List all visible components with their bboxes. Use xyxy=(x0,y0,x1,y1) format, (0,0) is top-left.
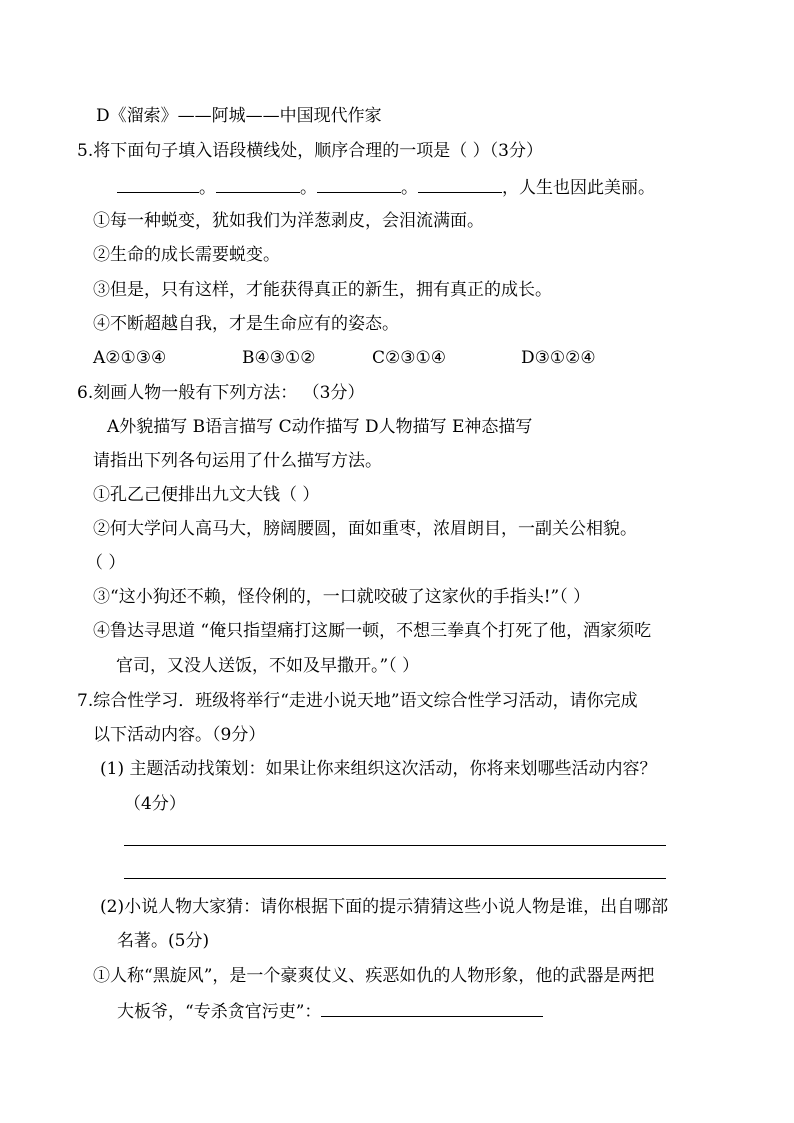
q7-question-cont: 以下活动内容。（9分） xyxy=(93,725,266,745)
q5-blank-sentence: 。 。 。 ，人生也因此美丽。 xyxy=(117,176,655,199)
q6-item-1: ①孔乙己便排出九文大钱（ ） xyxy=(93,485,320,505)
q5-choice-a[interactable]: A②①③④ xyxy=(93,348,167,368)
q7-clue-1: ①人称“黑旋风”，是一个豪爽仗义、疾恶如仇的人物形象，他的武器是两把 xyxy=(93,966,655,986)
answer-line[interactable] xyxy=(124,878,666,879)
q4-option-d: D《溜索》——阿城——中国现代作家 xyxy=(96,106,382,126)
answer-blank[interactable] xyxy=(317,176,401,193)
q6-item-4: ④鲁达寻思道 “俺只指望痛打这厮一顿，不想三拳真个打死了他，酒家须吃 xyxy=(93,621,652,641)
q5-choice-d[interactable]: D③①②④ xyxy=(521,348,596,368)
answer-blank[interactable] xyxy=(216,176,300,193)
answer-blank[interactable] xyxy=(321,1000,543,1017)
q6-item-3: ③“这小狗还不赖，怪伶俐的，一口就咬破了这家伙的手指头!”（ ） xyxy=(93,587,591,607)
q6-item-4-cont: 官司，又没人送饭，不如及早撒开。”（ ） xyxy=(116,656,420,676)
q5-question: 5.将下面句子填入语段横线处，顺序合理的一项是（ ）（3分） xyxy=(77,141,543,161)
q7-part-1-score: （4分） xyxy=(124,794,186,814)
q5-sentence-2: ②生命的成长需要蜕变。 xyxy=(93,245,280,265)
q6-instruction: 请指出下列各句运用了什么描写方法。 xyxy=(93,451,382,471)
answer-blank[interactable] xyxy=(418,176,502,193)
q7-part-1: (1) 主题活动找策划：如果让你来组织这次活动，你将来划哪些活动内容？ xyxy=(100,759,657,779)
q5-sentence-4: ④不断超越自我，才是生命应有的姿态。 xyxy=(93,314,399,334)
q5-sentence-1: ①每一种蜕变，犹如我们为洋葱剥皮，会泪流满面。 xyxy=(93,211,484,231)
q6-question: 6.刻画人物一般有下列方法： （3分） xyxy=(77,383,365,403)
q5-sentence-3: ③但是，只有这样，才能获得真正的新生，拥有真正的成长。 xyxy=(93,280,552,300)
answer-line[interactable] xyxy=(124,845,666,846)
q6-method-list: A外貌描写 B语言描写 C动作描写 D人物描写 E神态描写 xyxy=(107,417,533,437)
answer-blank[interactable] xyxy=(117,176,199,193)
q5-choice-b[interactable]: B④③①② xyxy=(242,348,316,368)
q6-item-2: ②何大学问人高马大，膀阔腰圆，面如重枣，浓眉朗目，一副关公相貌。 xyxy=(93,519,637,539)
q7-clue-1-cont: 大板爷，“专杀贪官污吏”： xyxy=(117,1000,543,1023)
q7-part-2-score: 名著。(5分) xyxy=(117,931,210,951)
q5-choice-c[interactable]: C②③①④ xyxy=(372,348,446,368)
q6-item-2-answer[interactable]: （ ） xyxy=(86,553,126,573)
q7-part-2: (2)小说人物大家猜：请你根据下面的提示猜猜这些小说人物是谁，出自哪部 xyxy=(100,897,669,917)
q7-question: 7.综合性学习．班级将举行“走进小说天地”语文综合性学习活动，请你完成 xyxy=(77,691,638,711)
